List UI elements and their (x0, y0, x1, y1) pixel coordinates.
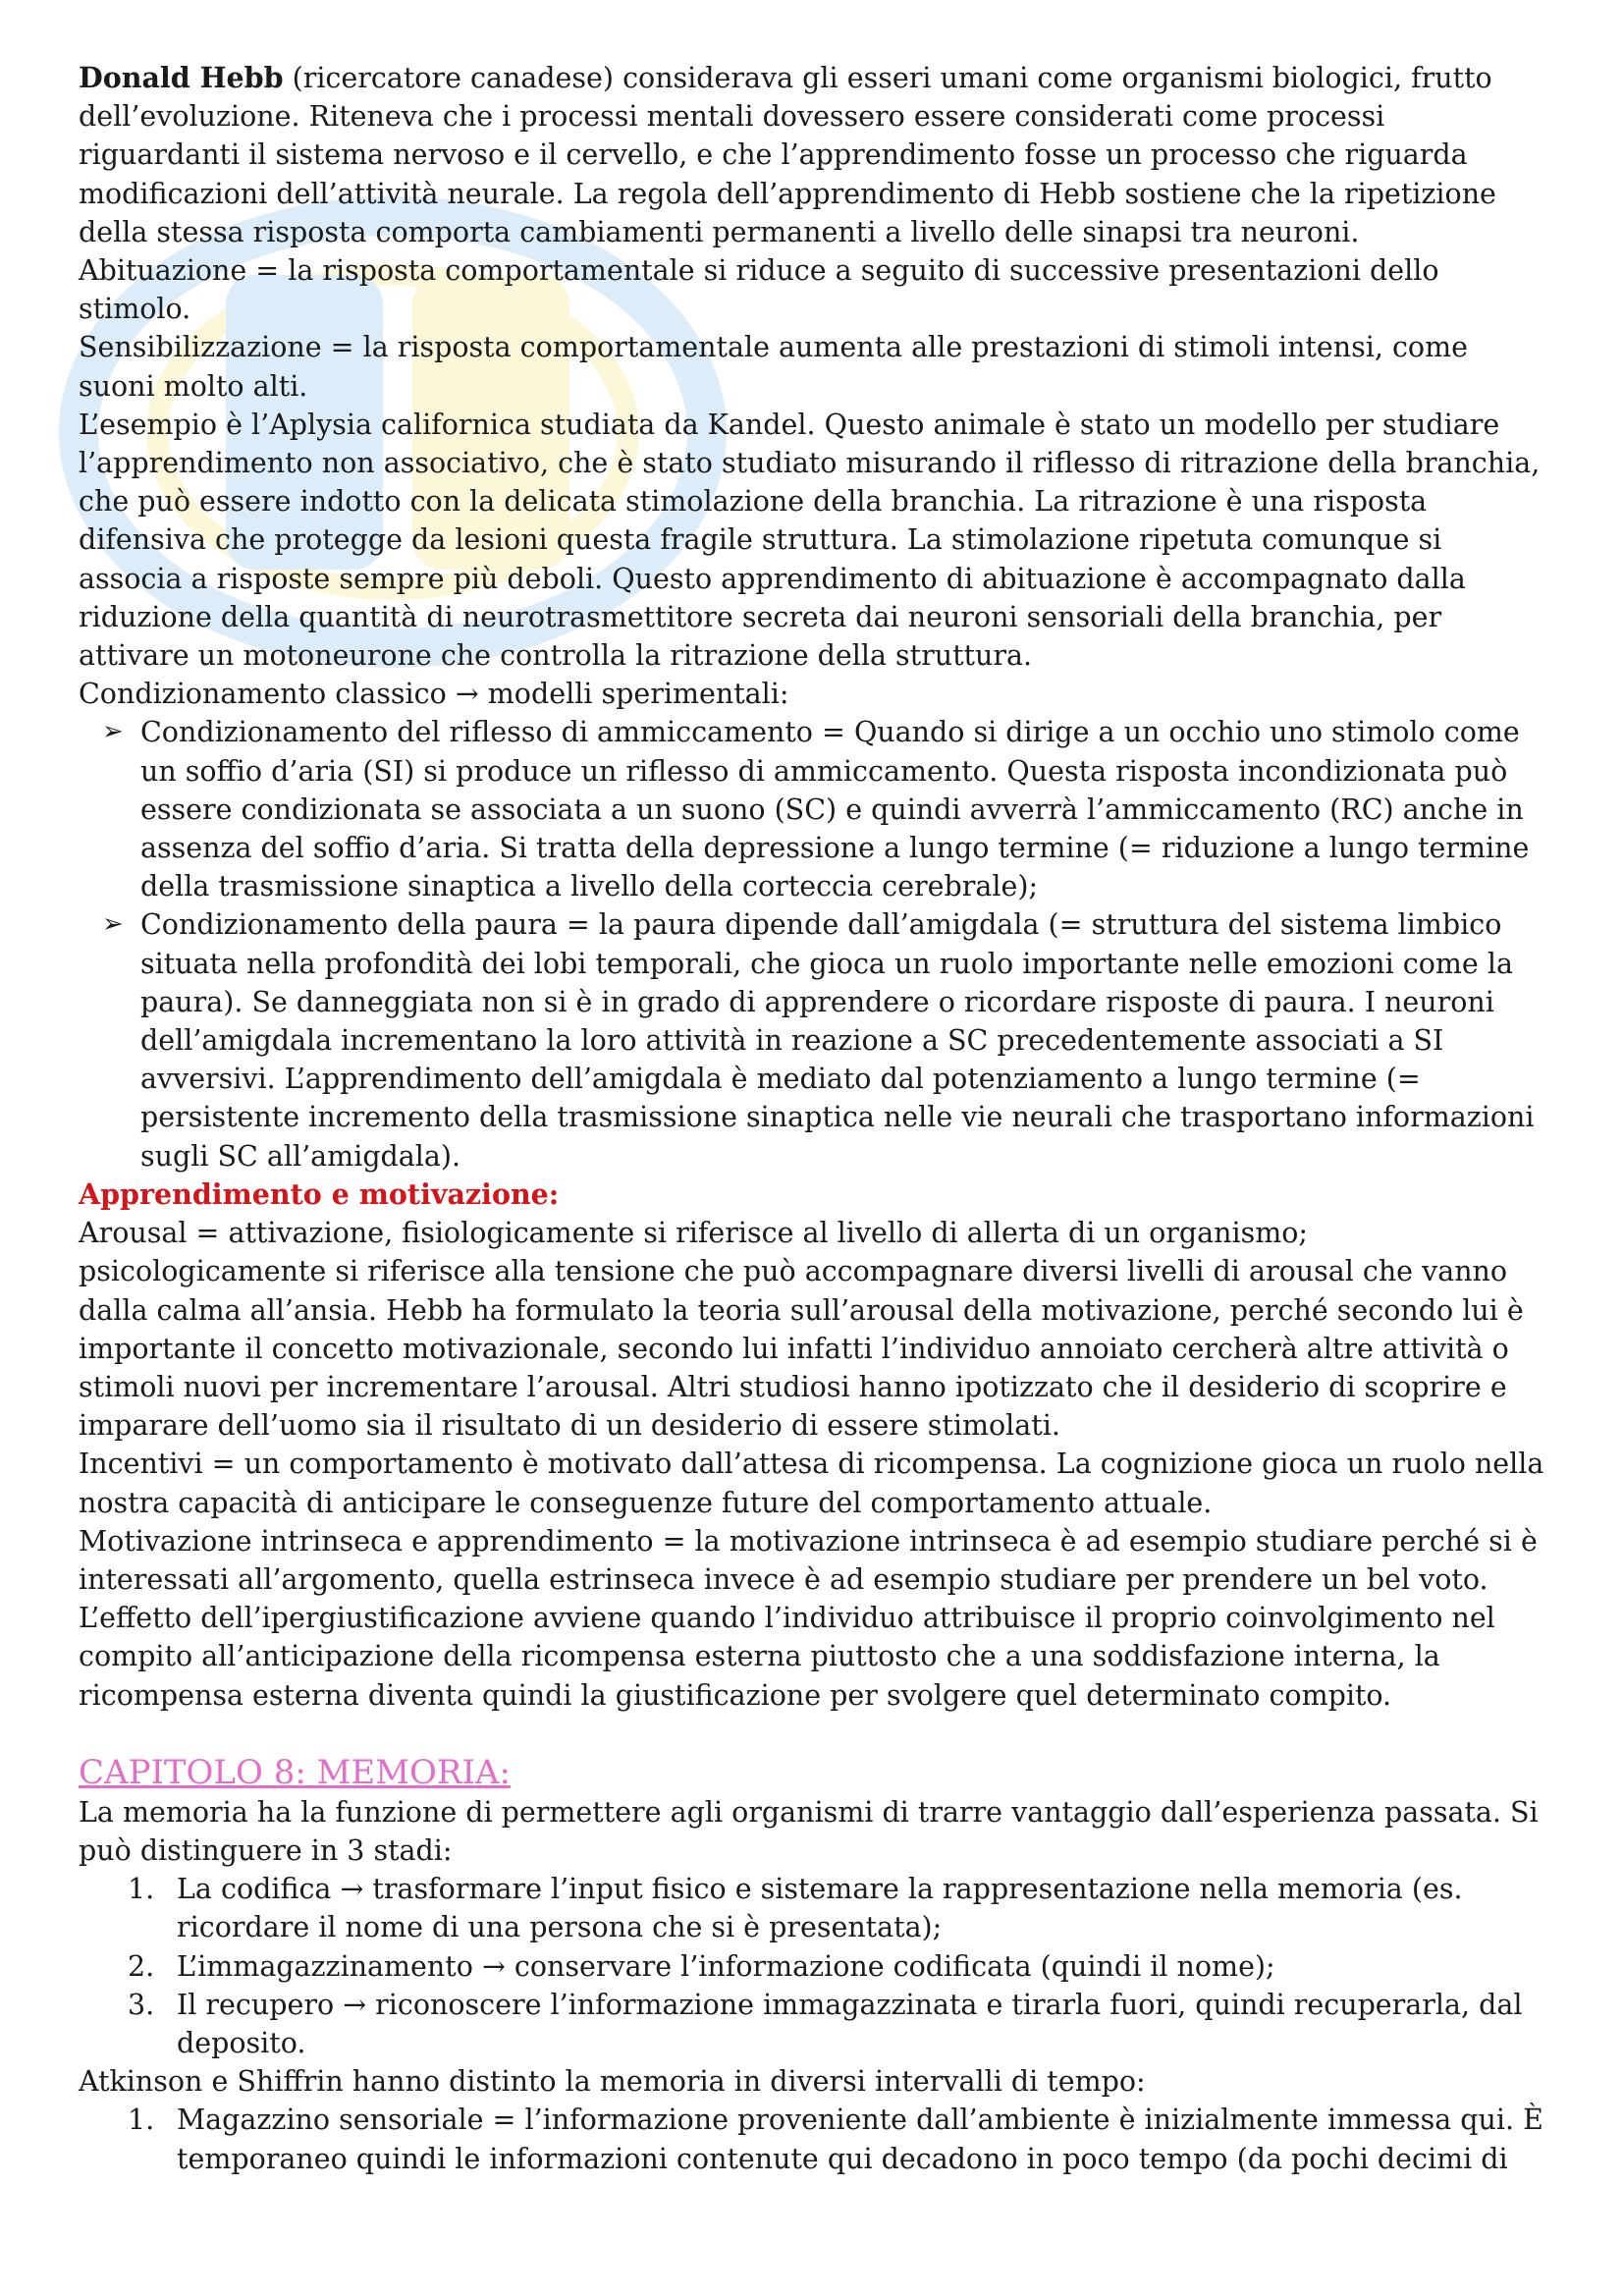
intro-paragraph (79, 59, 1551, 251)
condizionamento-list (79, 713, 1551, 1175)
list-number: 2. (128, 1949, 155, 1983)
list-number: 3. (128, 1988, 155, 2021)
memoria-intro: La memoria ha la funzione di permettere agli organismi di trarre vantaggio dall’esperienza passata. Si può distinguere in 3 stadi: (79, 1795, 1539, 1867)
stadi-list (79, 1870, 1551, 2062)
condizionamento-paragraph: Condizionamento classico → modelli sperimentali: (79, 678, 789, 711)
list-item (79, 905, 1551, 1175)
intrinseca-paragraph: Motivazione intrinseca e apprendimento = la motivazione intrinseca è ad esempio studiare perché si è interessati all’argomento, quella estrinseca invece è ad esempio studiare per prendere un bel voto. L’effetto dell’ipergiustificazione avviene quando l’individuo attribuisce il proprio coinvolgimento nel compito all’anticipazione della ricompensa esterna piuttosto che a una soddisfazione interna, la ricompensa esterna diventa quindi la giustificazione per svolgere quel determinato compito. (79, 1524, 1538, 1712)
list-item-text: L’immagazzinamento → conservare l’informazione codificata (quindi il nome); (177, 1949, 1275, 1983)
sensibilizzazione-paragraph: Sensibilizzazione = la risposta comportamentale aumenta alle prestazioni di stimoli intensi, come suoni molto alti. (79, 331, 1468, 403)
aplysia-paragraph: L’esempio è l’Aplysia californica studiata da Kandel. Questo animale è stato un modello per studiare l’apprendimento non associativo, che è stato studiato misurando il riflesso di ritrazione della branchia, che può essere indotto con la delicata stimolazione della branchia. La ritrazione è una risposta difensiva che protegge da lesioni questa fragile struttura. La stimolazione ripetuta comunque si associa a risposte sempre più deboli. Questo apprendimento di abituazione è accompagnato dalla riduzione della quantità di neurotrasmettitore secreta dai neuroni sensoriali della branchia, per attivare un motoneurone che controlla la ritrazione della struttura. (79, 408, 1541, 673)
chapter-title: CAPITOLO 8: MEMORIA: (79, 1752, 511, 1792)
list-item (79, 713, 1551, 905)
list-number: 1. (128, 2104, 155, 2137)
list-item (79, 1986, 1551, 2062)
arrow-bullet-icon: ➢ (102, 717, 124, 747)
arousal-paragraph: Arousal = attivazione, fisiologicamente si riferisce al livello di allerta di un organismo; psicologicamente si riferisce alla tensione che può accompagnare diversi livelli di arousal che vanno dalla calma all’ansia. Hebb ha formulato la teoria sull’arousal della motivazione, perché secondo lui è importante il concetto motivazionale, secondo lui infatti l’individuo annoiato cercherà altre attività o stimoli nuovi per incrementare l’arousal. Altri studiosi hanno ipotizzato che il desiderio di scoprire e imparare dell’uomo sia il risultato di un desiderio di essere stimolati. (79, 1217, 1524, 1443)
list-item-text: Condizionamento della paura = la paura dipende dall’amigdala (= struttura del sistema limbico situata nella profondità dei lobi temporali, che gioca un ruolo importante nelle emozioni come la paura). Se danneggiata non si è in grado di apprendere o ricordare risposte di paura. I neuroni dell’amigdala incrementano la loro attività in reazione a SC precedentemente associati a SI avversivi. L’apprendimento dell’amigdala è mediato dal potenziamento a lungo termine (= persistente incremento della trasmissione sinaptica nelle vie neurali che trasportano informazioni sugli SC all’amigdala). (140, 908, 1535, 1173)
list-item (79, 1947, 1551, 1986)
incentivi-paragraph: Incentivi = un comportamento è motivato dall’attesa di ricompensa. La cognizione gioca un ruolo nella nostra capacità di anticipare le conseguenze future del comportamento attuale. (79, 1448, 1544, 1519)
list-item-text: La codifica → trasformare l’input fisico e sistemare la rappresentazione nella memoria (es. ricordare il nome di una persona che si è presentata); (177, 1873, 1463, 1944)
document-page (79, 59, 1551, 2178)
arrow-bullet-icon: ➢ (102, 909, 124, 940)
intro-text: (ricercatore canadese) considerava gli esseri umani come organismi biologici, frutto dell’evoluzione. Riteneva che i processi mentali dovessero essere considerati come processi riguardanti il sistema nervoso e il cervello, e che l’apprendimento fosse un processo che riguarda modificazioni dell’attività neurale. La regola dell’apprendimento di Hebb sostiene che la ripetizione della stessa risposta comporta cambiamenti permanenti a livello delle sinapsi tra neuroni. (79, 62, 1496, 248)
atkinson-paragraph: Atkinson e Shiffrin hanno distinto la memoria in diversi intervalli di tempo: (79, 2065, 1146, 2099)
list-item (79, 2101, 1551, 2177)
intro-name: Donald Hebb (79, 61, 284, 94)
motivazione-heading: Apprendimento e motivazione: (79, 1176, 560, 1211)
list-item-text: Il recupero → riconoscere l’informazione immagazzinata e tirarla fuori, quindi recuperarla, dal deposito. (177, 1988, 1523, 2059)
intervalli-list (79, 2101, 1551, 2177)
list-item (79, 1870, 1551, 1946)
list-item-text: Condizionamento del riflesso di ammiccamento = Quando si dirige a un occhio uno stimolo come un soffio d’aria (SI) si produce un riflesso di ammiccamento. Questa risposta incondizionata può essere condizionata se associata a un suono (SC) e quindi avverrà l’ammiccamento (RC) anche in assenza del soffio d’aria. Si tratta della depressione a lungo termine (= riduzione a lungo termine della trasmissione sinaptica a livello della corteccia cerebrale); (140, 716, 1530, 903)
abituazione-paragraph: Abituazione = la risposta comportamentale si riduce a seguito di successive presentazioni dello stimolo. (79, 254, 1439, 326)
list-item-text: Magazzino sensoriale = l’informazione proveniente dall’ambiente è inizialmente immessa qui. È temporaneo quindi le informazioni contenute qui decadono in poco tempo (da pochi decimi di (177, 2104, 1543, 2175)
list-number: 1. (128, 1873, 155, 1906)
